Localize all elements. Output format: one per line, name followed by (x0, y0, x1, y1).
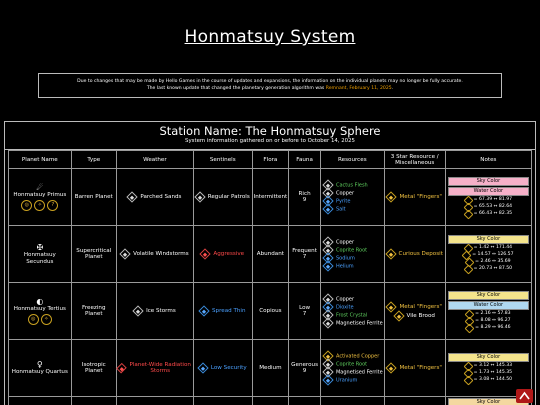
fauna-count: 7 (302, 254, 307, 260)
resource-name: Copper (335, 190, 355, 197)
fauna-value: Rich (298, 191, 311, 197)
planet-badges (10, 200, 70, 211)
station-subtitle: System information gathered on or before to October 14, 2025 (185, 138, 355, 144)
planet-name[interactable]: Honmatsuy Quartus (11, 369, 68, 375)
empty-cell (289, 397, 321, 405)
sentinels-label: Aggressive (213, 251, 245, 257)
resource-icon (322, 317, 333, 328)
notice-line-2-prefix: The last known update that changed the planetary generation algorithm was (146, 86, 326, 91)
sentinel-icon (200, 248, 211, 259)
misc-icon (385, 248, 396, 259)
notice-line-2 (39, 85, 501, 92)
planet-icon: ◐ (36, 297, 44, 306)
empty-cell (193, 397, 252, 405)
sentinel-icon (197, 362, 208, 373)
sentinels-wrap (195, 193, 251, 201)
color-tag[interactable]: Water Color (448, 301, 529, 310)
sentinels-wrap (195, 307, 251, 315)
notice-update-link[interactable]: Remnant, February 11, 2025 (325, 86, 392, 91)
notice-line-2-suffix: . (391, 86, 394, 91)
stat-value: = 20.73 ↔ 87.50 (473, 266, 513, 272)
stat-value: = 14.57 ↔ 126.57 (472, 252, 514, 258)
hex-icon (463, 375, 473, 385)
stat-line (448, 370, 529, 377)
fauna-count: 9 (302, 368, 307, 374)
misc-cell (384, 283, 445, 340)
planet-badge-icon: ? (47, 200, 58, 211)
planet-name-cell (9, 340, 72, 397)
weather-wrap (118, 362, 192, 374)
stat-value: = 66.43 ↔ 82.35 (473, 210, 513, 216)
notes-cell (445, 169, 531, 226)
planet-badges (10, 314, 70, 325)
weather-cell (116, 226, 193, 283)
misc-item (386, 364, 444, 372)
flora-value: Abundant (252, 226, 289, 283)
sentinels-cell (193, 226, 252, 283)
resources-cell (320, 283, 384, 340)
flora-value: Intermittent (252, 169, 289, 226)
resource-item[interactable] (324, 368, 383, 376)
resource-name: Activated Copper (335, 353, 380, 360)
stat-line (448, 363, 529, 370)
resource-item[interactable] (324, 238, 383, 246)
weather-wrap (118, 250, 192, 258)
col-resources: Resources (320, 151, 384, 169)
color-tag[interactable]: Sky Color (448, 235, 529, 244)
resource-name: Helium (335, 263, 354, 270)
resource-item[interactable] (324, 181, 383, 189)
notes-cell (445, 340, 531, 397)
sentinel-icon (198, 305, 209, 316)
resource-name: Copper (335, 239, 355, 246)
resource-name: Copper (335, 296, 355, 303)
flora-value: Medium (252, 340, 289, 397)
planet-icon: ✠ (36, 242, 44, 252)
sentinels-label: Low Security (210, 365, 247, 371)
stat-line (448, 252, 529, 259)
weather-cell (116, 340, 193, 397)
fauna-count: 7 (302, 311, 307, 317)
misc-label: Curious Deposit (398, 251, 443, 257)
misc-icon (386, 191, 397, 202)
resource-name: Magnetised Ferrite (335, 320, 383, 327)
resource-item[interactable] (324, 295, 383, 303)
color-tag[interactable]: Sky Color (448, 353, 529, 362)
resource-name: Sodium (335, 255, 355, 262)
planet-row (9, 397, 532, 405)
stat-line (448, 325, 529, 332)
planet-type: Freezing Planet (71, 283, 116, 340)
empty-cell (384, 397, 445, 405)
misc-item (386, 303, 444, 311)
table-header-row (9, 151, 532, 169)
weather-icon (127, 191, 138, 202)
planet-badge-icon: ◎ (28, 314, 39, 325)
resource-item[interactable] (324, 376, 383, 384)
empty-cell (9, 397, 72, 405)
resource-name: Dioxite (335, 304, 354, 311)
weather-icon (132, 305, 143, 316)
stat-value: = 2.16 ↔ 57.83 (475, 310, 511, 316)
notes-cell (445, 226, 531, 283)
misc-label: Vile Brood (406, 312, 435, 319)
color-tag[interactable]: Water Color (448, 187, 529, 196)
empty-cell (71, 397, 116, 405)
fauna-value: Frequent (292, 248, 317, 254)
hex-icon (463, 265, 473, 275)
resource-name: Magnetised Ferrite (335, 369, 383, 376)
weather-label: Parched Sands (140, 194, 182, 200)
resource-name: Coprite Root (335, 361, 368, 368)
resource-item[interactable] (324, 303, 383, 311)
stat-line (448, 211, 529, 218)
planet-table (8, 150, 532, 405)
sentinels-cell (193, 340, 252, 397)
planet-icon: ☄ (36, 183, 44, 192)
stat-line (448, 204, 529, 211)
fauna-value: Generous (291, 362, 318, 368)
weather-wrap (118, 193, 192, 201)
color-tag[interactable]: Sky Color (448, 291, 529, 300)
sentinels-wrap (195, 250, 251, 258)
stat-value: = 1.42 ↔ 171.44 (473, 245, 513, 251)
weather-cell (116, 169, 193, 226)
resource-item[interactable] (324, 311, 383, 319)
resource-item[interactable] (324, 197, 383, 205)
weather-cell (116, 283, 193, 340)
empty-cell (116, 397, 193, 405)
resource-name: Salt (335, 206, 346, 213)
stat-line (448, 266, 529, 273)
misc-cell (384, 340, 445, 397)
resource-name: Pyrite (335, 198, 351, 205)
resource-item[interactable] (324, 352, 383, 360)
stat-value: = 3.08 ↔ 144.50 (473, 376, 513, 382)
stat-line (448, 318, 529, 325)
sentinels-label: Regular Patrols (207, 194, 250, 200)
color-tag[interactable]: Sky Color (448, 398, 529, 405)
planet-type: Barren Planet (71, 169, 116, 226)
col-planet-name: Planet Name (9, 151, 72, 169)
misc-cell (384, 226, 445, 283)
stat-value: = 65.53 ↔ 82.64 (473, 203, 513, 209)
planet-icon: ♀ (36, 360, 43, 369)
sentinels-wrap (195, 364, 251, 372)
stat-line (448, 245, 529, 252)
fauna-cell (289, 340, 321, 397)
fauna-value: Low (299, 305, 311, 311)
planet-row (9, 226, 532, 283)
hex-icon (465, 323, 475, 333)
resource-name: Uranium (335, 377, 358, 384)
planet-name-cell (9, 283, 72, 340)
planet-badge-icon: ✧ (41, 314, 52, 325)
col-type: Type (71, 151, 116, 169)
station-panel (4, 121, 536, 405)
empty-cell (252, 397, 289, 405)
planet-name[interactable]: Honmatsuy Tertius (13, 306, 66, 312)
misc-item (386, 193, 444, 201)
stat-line (448, 311, 529, 318)
notes-cell (445, 283, 531, 340)
misc-icon (386, 362, 397, 373)
resource-icon (322, 203, 333, 214)
planet-row (9, 169, 532, 226)
stat-value: = 1.73 ↔ 145.35 (473, 369, 513, 375)
sentinels-cell (193, 169, 252, 226)
weather-label: Planet-Wide Radiation Storms (129, 362, 191, 374)
resources-cell (320, 169, 384, 226)
misc-item (386, 250, 444, 258)
planet-name[interactable]: Honmatsuy Secundus (23, 251, 56, 265)
scroll-to-top-icon[interactable] (516, 389, 533, 403)
planet-type: Isotropic Planet (71, 340, 116, 397)
fauna-count: 9 (302, 197, 307, 203)
planet-badge-icon: ◎ (21, 200, 32, 211)
fauna-cell (289, 169, 321, 226)
page-title: Honmatsuy System (184, 27, 356, 47)
misc-item (386, 312, 444, 320)
resource-name: Cactus Flesh (335, 182, 368, 189)
resources-cell (320, 226, 384, 283)
resource-name: Coprite Root (335, 247, 368, 254)
col-weather: Weather (116, 151, 193, 169)
station-header (5, 122, 535, 150)
col-flora: Flora (252, 151, 289, 169)
planet-type: Supercritical Planet (71, 226, 116, 283)
resource-icon (322, 374, 333, 385)
fauna-cell (289, 226, 321, 283)
misc-icon (393, 310, 404, 321)
planet-name-cell (9, 226, 72, 283)
stat-line (448, 377, 529, 384)
misc-label: Metal "Fingers" (399, 303, 442, 310)
empty-cell (320, 397, 384, 405)
stat-line (448, 197, 529, 204)
weather-label: Ice Storms (146, 308, 176, 314)
sentinels-cell (193, 283, 252, 340)
update-notice (38, 73, 502, 98)
misc-icon (386, 301, 397, 312)
resource-item[interactable] (324, 262, 383, 270)
stat-value: = 3.12 ↔ 145.33 (473, 362, 513, 368)
weather-icon (116, 363, 126, 373)
resource-item[interactable] (324, 189, 383, 197)
resource-item[interactable] (324, 246, 383, 254)
resource-item[interactable] (324, 319, 383, 327)
stat-value: = 8.08 ↔ 96.27 (475, 317, 511, 323)
planet-badge-icon: ✧ (34, 200, 45, 211)
hex-icon (463, 209, 473, 219)
weather-wrap (118, 307, 192, 315)
col-fauna: Fauna (289, 151, 321, 169)
stat-value: = 2.46 ↔ 35.69 (475, 259, 511, 265)
col-sentinels: Sentinels (193, 151, 252, 169)
resource-item[interactable] (324, 254, 383, 262)
flora-value: Copious (252, 283, 289, 340)
stat-value: = 8.29 ↔ 96.46 (475, 324, 511, 330)
fauna-cell (289, 283, 321, 340)
resources-cell (320, 340, 384, 397)
planet-row (9, 340, 532, 397)
resource-item[interactable] (324, 360, 383, 368)
planet-name-cell (9, 169, 72, 226)
resource-icon (322, 260, 333, 271)
planet-row (9, 283, 532, 340)
station-title: Station Name: The Honmatsuy Sphere (159, 124, 381, 138)
sentinel-icon (194, 191, 205, 202)
color-tag[interactable]: Sky Color (448, 177, 529, 186)
stat-line (448, 259, 529, 266)
notice-line-1: Due to changes that may be made by Hello Games in the course of updates and expansions, the information on the individual planets may no longer be fully accurate. (77, 79, 463, 84)
col-notes: Notes (445, 151, 531, 169)
misc-label: Metal "Fingers" (399, 194, 442, 200)
misc-cell (384, 169, 445, 226)
weather-label: Volatile Windstorms (133, 251, 189, 257)
stat-value: = 67.39 ↔ 81.97 (473, 196, 513, 202)
resource-item[interactable] (324, 205, 383, 213)
planet-name[interactable]: Honmatsuy Primus (13, 192, 67, 198)
resource-name: Frost Crystal (335, 312, 368, 319)
misc-label: Metal "Fingers" (399, 365, 442, 371)
sentinels-label: Spread Thin (211, 308, 246, 314)
weather-icon (120, 248, 131, 259)
col-misc: 3 Star Resource / Miscellaneous (384, 151, 445, 169)
